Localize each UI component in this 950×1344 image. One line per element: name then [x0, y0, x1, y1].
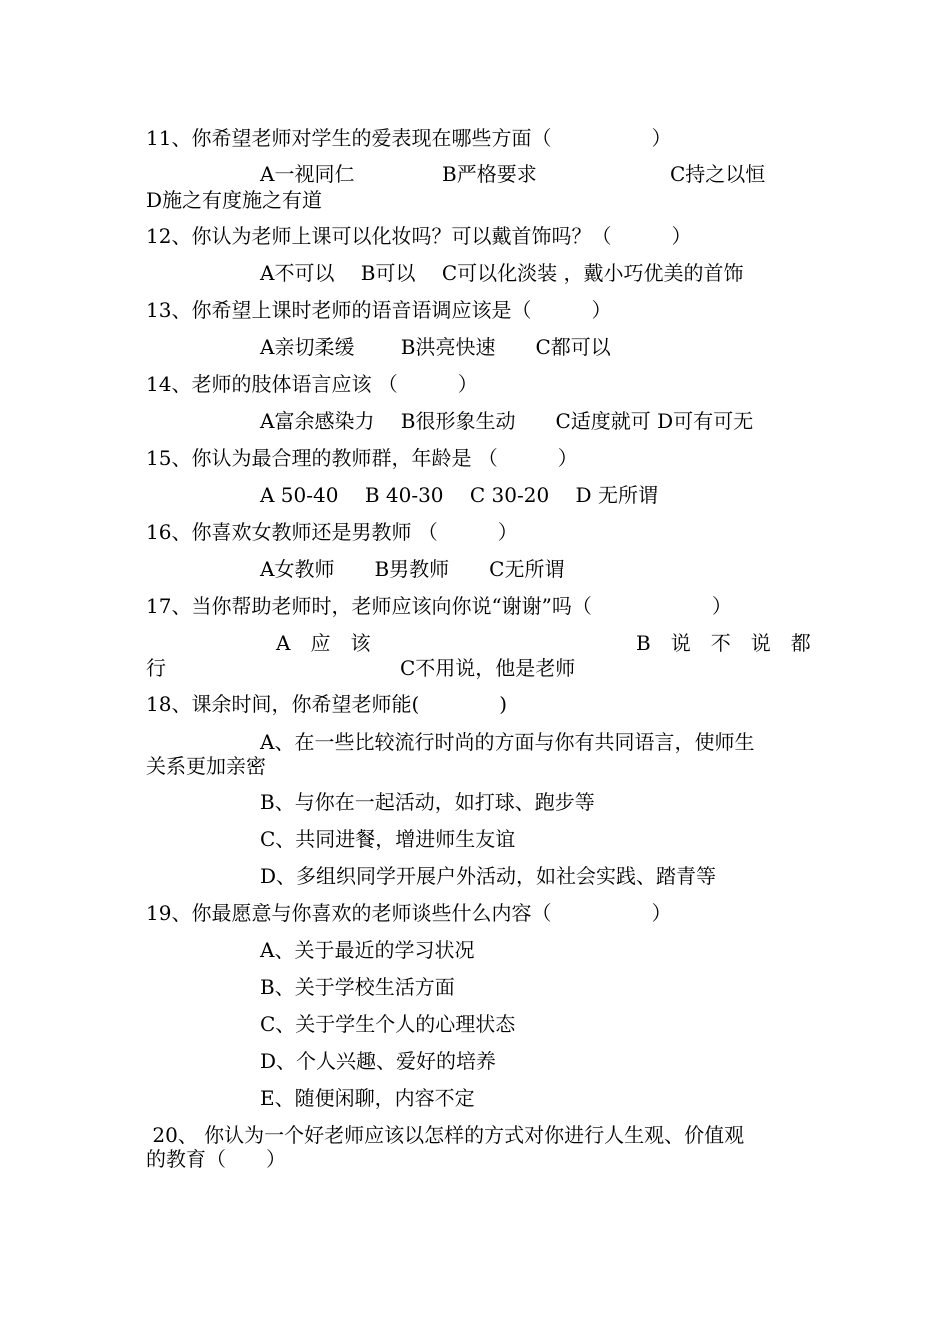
question-15-options: A 50-40 B 40-30 C 30-20 D 无所谓 — [260, 483, 658, 507]
question-11-option-b: B严格要求 — [442, 162, 537, 186]
question-17-option-a: A 应 该 — [276, 631, 371, 655]
question-11-option-d: D施之有度施之有道 — [146, 188, 323, 212]
question-18-stem: 18、课余时间，你希望老师能( ) — [146, 692, 508, 716]
question-17-option-c: C不用说，他是老师 — [400, 656, 576, 680]
question-12-stem: 12、你认为老师上课可以化妆吗？可以戴首饰吗？（ ） — [146, 224, 692, 248]
question-18-option-d: D、多组织同学开展户外活动，如社会实践、踏青等 — [260, 864, 717, 888]
question-12-options: A不可以 B可以 C可以化淡装 ，戴小巧优美的首饰 — [260, 261, 744, 285]
question-17-option-b-cont: 行 — [146, 656, 166, 680]
question-18-option-c: C、共同进餐，增进师生友谊 — [260, 827, 516, 851]
question-11-option-c: C持之以恒 — [670, 162, 766, 186]
question-16-options: A女教师 B男教师 C无所谓 — [260, 557, 565, 581]
question-19-option-d: D、个人兴趣、爱好的培养 — [260, 1049, 497, 1073]
question-13-stem: 13、你希望上课时老师的语音语调应该是（ ） — [146, 298, 612, 322]
question-18-option-a: A、在一些比较流行时尚的方面与你有共同语言，使师生 — [260, 730, 755, 754]
question-18-option-b: B、与你在一起活动，如打球、跑步等 — [260, 790, 595, 814]
question-19-option-e: E、随便闲聊，内容不定 — [260, 1086, 475, 1110]
question-17-option-b: B 说 不 说 都 — [636, 631, 811, 655]
question-19-stem: 19、你最愿意与你喜欢的老师谈些什么内容（ ） — [146, 901, 672, 925]
question-14-stem: 14、老师的肢体语言应该 （ ） — [146, 372, 478, 396]
question-14-options: A富余感染力 B很形象生动 C适度就可 D可有可无 — [260, 409, 754, 433]
question-15-stem: 15、你认为最合理的教师群，年龄是 （ ） — [146, 446, 578, 470]
question-19-option-b: B、关于学校生活方面 — [260, 975, 455, 999]
question-11-stem: 11、你希望老师对学生的爱表现在哪些方面（ ） — [146, 126, 672, 150]
question-13-options: A亲切柔缓 B洪亮快速 C都可以 — [260, 335, 611, 359]
question-20-stem: 20、 你认为一个好老师应该以怎样的方式对你进行人生观、价值观 — [146, 1123, 745, 1147]
question-17-stem: 17、当你帮助老师时，老师应该向你说“谢谢”吗（ ） — [146, 594, 732, 618]
question-20-stem-cont: 的教育（ ） — [146, 1147, 286, 1171]
question-16-stem: 16、你喜欢女教师还是男教师 （ ） — [146, 520, 518, 544]
question-19-option-c: C、关于学生个人的心理状态 — [260, 1012, 516, 1036]
question-18-option-a-cont: 关系更加亲密 — [146, 754, 266, 778]
question-11-option-a: A一视同仁 — [260, 162, 355, 186]
question-19-option-a: A、关于最近的学习状况 — [260, 938, 475, 962]
